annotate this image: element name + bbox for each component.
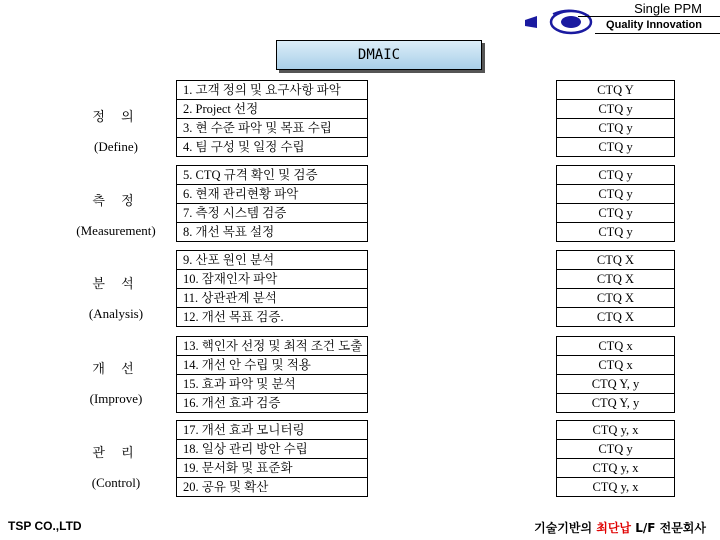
ctq-item: CTQ X xyxy=(557,251,674,270)
phase-analysis-ctq xyxy=(556,250,675,327)
phase-name-ko: 측 정 xyxy=(92,194,140,209)
phase-name-ko: 정 의 xyxy=(92,110,140,125)
ctq-item: CTQ Y, y xyxy=(557,375,674,394)
step-item: 6. 현재 관리현황 파악 xyxy=(177,185,367,204)
ctq-item: CTQ y, x xyxy=(557,459,674,478)
phase-improve-ctq xyxy=(556,336,675,413)
step-item: 2. Project 선정 xyxy=(177,100,367,119)
dmaic-badge: DMAIC xyxy=(276,40,482,70)
ctq-item: CTQ x xyxy=(557,337,674,356)
phase-measurement-ctq xyxy=(556,165,675,242)
ctq-item: CTQ y xyxy=(557,119,674,138)
phase-name-en: (Analysis) xyxy=(88,306,144,321)
step-item: 8. 개선 목표 설정 xyxy=(177,223,367,242)
phase-name-ko: 분 석 xyxy=(92,277,140,292)
phase-name-en: (Define) xyxy=(93,139,139,154)
ctq-item: CTQ y xyxy=(557,138,674,157)
step-item: 15. 효과 파악 및 분석 xyxy=(177,375,367,394)
phase-control-label xyxy=(60,442,172,491)
phase-name-en: (Measurement) xyxy=(76,223,156,238)
ctq-item: CTQ x xyxy=(557,356,674,375)
quality-logo-icon xyxy=(523,6,593,36)
tagline-suffix: L/F 전문회사 xyxy=(635,521,706,535)
phase-name-en: (Improve) xyxy=(89,391,143,406)
ctq-item: CTQ Y, y xyxy=(557,394,674,413)
header-rule xyxy=(578,16,720,17)
phase-define-label xyxy=(60,106,172,155)
ctq-item: CTQ y xyxy=(557,100,674,119)
ctq-item: CTQ y, x xyxy=(557,421,674,440)
ctq-item: CTQ y xyxy=(557,166,674,185)
step-item: 12. 개선 목표 검증. xyxy=(177,308,367,327)
tagline-prefix: 기술기반의 xyxy=(534,521,593,535)
step-item: 3. 현 수준 파악 및 목표 수립 xyxy=(177,119,367,138)
ctq-item: CTQ y xyxy=(557,223,674,242)
company-name: TSP CO.,LTD xyxy=(8,519,82,533)
step-item: 18. 일상 관리 방안 수립 xyxy=(177,440,367,459)
step-item: 4. 팀 구성 및 일정 수립 xyxy=(177,138,367,157)
step-item: 11. 상관관계 분석 xyxy=(177,289,367,308)
header-rule-lower xyxy=(595,33,720,34)
ctq-item: CTQ X xyxy=(557,289,674,308)
header-title: Single PPM xyxy=(634,1,702,16)
tagline-highlight: 최단납 xyxy=(596,521,632,535)
ctq-item: CTQ y xyxy=(557,204,674,223)
phase-name-ko: 관 리 xyxy=(92,446,140,461)
phase-define-ctq xyxy=(556,80,675,157)
header-subtitle: Quality Innovation xyxy=(606,19,702,31)
step-item: 14. 개선 안 수립 및 적용 xyxy=(177,356,367,375)
ctq-item: CTQ y, x xyxy=(557,478,674,497)
phase-name-en: (Control) xyxy=(91,475,141,490)
step-item: 5. CTQ 규격 확인 및 검증 xyxy=(177,166,367,185)
phase-measurement-label xyxy=(60,190,172,239)
step-item: 20. 공유 및 확산 xyxy=(177,478,367,497)
phase-analysis-label xyxy=(60,273,172,322)
phase-analysis-steps xyxy=(176,250,368,327)
phase-measurement-steps xyxy=(176,165,368,242)
step-item: 7. 측정 시스템 검증 xyxy=(177,204,367,223)
step-item: 17. 개선 효과 모니터링 xyxy=(177,421,367,440)
step-item: 10. 잠재인자 파악 xyxy=(177,270,367,289)
ctq-item: CTQ y xyxy=(557,185,674,204)
phase-improve-label xyxy=(60,358,172,407)
footer-tagline xyxy=(534,519,706,536)
phase-control-steps xyxy=(176,420,368,497)
step-item: 13. 핵인자 선정 및 최적 조건 도출 xyxy=(177,337,367,356)
phase-control-ctq xyxy=(556,420,675,497)
step-item: 19. 문서화 및 표준화 xyxy=(177,459,367,478)
phase-improve-steps xyxy=(176,336,368,413)
step-item: 9. 산포 원인 분석 xyxy=(177,251,367,270)
ctq-item: CTQ y xyxy=(557,440,674,459)
phase-name-ko: 개 선 xyxy=(92,362,140,377)
ctq-item: CTQ Y xyxy=(557,81,674,100)
step-item: 16. 개선 효과 검증 xyxy=(177,394,367,413)
phase-define-steps xyxy=(176,80,368,157)
step-item: 1. 고객 정의 및 요구사항 파악 xyxy=(177,81,367,100)
ctq-item: CTQ X xyxy=(557,308,674,327)
ctq-item: CTQ X xyxy=(557,270,674,289)
